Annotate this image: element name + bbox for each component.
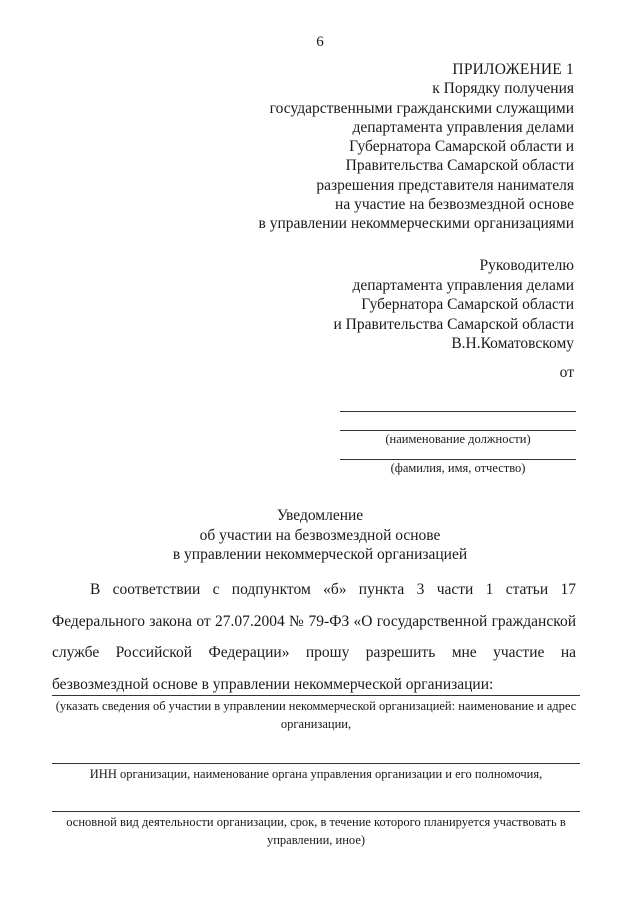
appendix-title: ПРИЛОЖЕНИЕ 1 bbox=[452, 61, 574, 78]
addressee-line: Руководителю bbox=[479, 257, 574, 274]
appendix-line: к Порядку получения bbox=[432, 80, 574, 98]
sender-name-caption: (фамилия, имя, отчество) bbox=[390, 461, 526, 475]
addressee-line: департамента управления делами bbox=[352, 276, 574, 294]
notice-title-line: об участии на безвозмездной основе bbox=[199, 526, 441, 544]
notice-body: В соответствии с подпунктом «б» пункта 3 части 1 статьи 17 Федерального закона от 27.07.2004 № 79-ФЗ «О государственной гражданской службе Российской Федерации» прошу разрешить мне участие на безвозмездной основе в управлении некоммерческой организации: bbox=[52, 581, 576, 693]
notice-title-line: в управлении некоммерческой организацией bbox=[172, 546, 468, 563]
appendix-line: Правительства Самарской области bbox=[345, 157, 574, 175]
appendix-line: в управлении некоммерческими организациями bbox=[258, 215, 574, 233]
addressee-block bbox=[334, 256, 575, 354]
appendix-line: департамента управления делами bbox=[352, 118, 574, 136]
org-info-line-1[interactable] bbox=[52, 695, 580, 696]
org-info-caption-2: ИНН организации, наименование органа управления организации и его полномочия, bbox=[89, 767, 543, 781]
org-info-line-3[interactable] bbox=[52, 811, 580, 812]
page-number: 6 bbox=[316, 34, 324, 50]
addressee-line: и Правительства Самарской области bbox=[333, 315, 574, 333]
appendix-line: на участие на безвозмездной основе bbox=[335, 196, 574, 214]
org-info-line-2[interactable] bbox=[52, 763, 580, 764]
sender-name-line[interactable] bbox=[340, 459, 576, 460]
sender-line-1[interactable] bbox=[340, 411, 576, 412]
appendix-line: Губернатора Самарской области и bbox=[349, 138, 574, 156]
from-label: от bbox=[559, 364, 574, 381]
org-info-caption-1: (указать сведения об участии в управлении некоммерческой организацией: наименование и адрес организации, bbox=[55, 699, 577, 731]
addressee-name: В.Н.Коматовскому bbox=[451, 335, 574, 352]
sender-position-caption: (наименование должности) bbox=[385, 432, 531, 446]
addressee-line: Губернатора Самарской области bbox=[361, 296, 574, 313]
sender-position-line[interactable] bbox=[340, 430, 576, 431]
org-info-caption-3: основной вид деятельности организации, срок, в течение которого планируется участвовать в управлении, иное) bbox=[66, 815, 566, 847]
notice-title-line: Уведомление bbox=[276, 507, 364, 524]
notice-title bbox=[0, 506, 640, 565]
appendix-line: разрешения представителя нанимателя bbox=[316, 176, 574, 194]
appendix-block bbox=[259, 60, 575, 234]
appendix-line: государственными гражданскими служащими bbox=[269, 99, 574, 117]
